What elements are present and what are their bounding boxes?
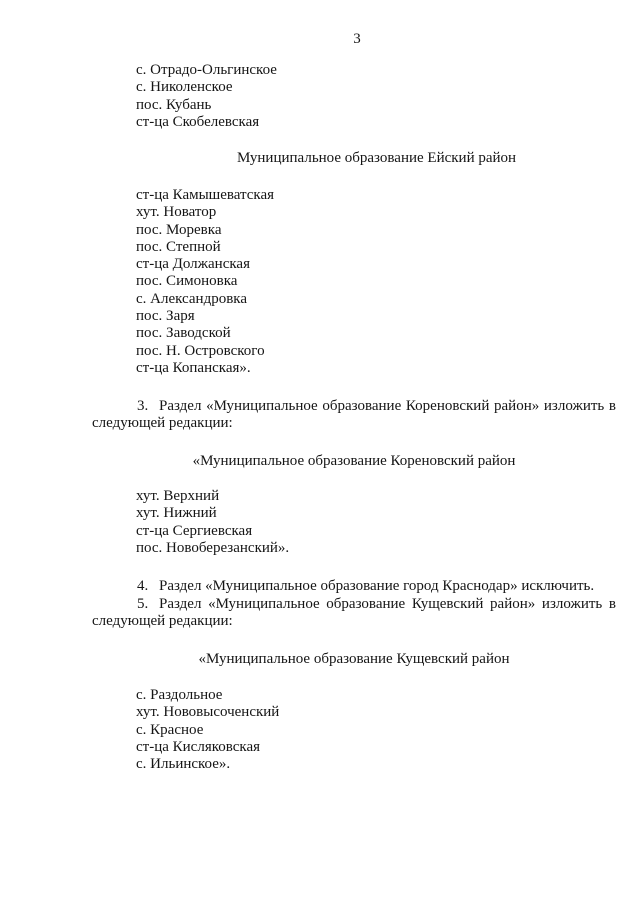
list-item: хут. Нижний	[136, 505, 217, 522]
list-item: с. Ильинское».	[136, 756, 231, 773]
settlement-list-kushchevsky	[136, 687, 279, 773]
list-item: ст-ца Копанская».	[136, 359, 251, 376]
paragraph-5-line-1	[137, 596, 616, 613]
list-item: с. Александровка	[136, 290, 248, 307]
page-number: 3	[353, 31, 361, 47]
paragraph-5-line-2: следующей редакции:	[92, 613, 233, 629]
list-item: ст-ца Кисляковская	[136, 738, 261, 755]
list-item: ст-ца Сергиевская	[136, 522, 253, 539]
paragraph-text: Раздел «Муниципальное образование город Краснодар» исключить.	[159, 578, 595, 594]
settlement-list-yeysk	[136, 187, 274, 377]
list-item: пос. Симоновка	[136, 273, 238, 290]
paragraph-3-line-2: следующей редакции:	[92, 415, 233, 431]
list-item: хут. Верхний	[136, 488, 220, 504]
list-item: с. Николенское	[136, 79, 233, 96]
section-heading-kushchevsky: «Муниципальное образование Кущевский район	[198, 651, 510, 667]
section-heading-korenovsky: «Муниципальное образование Кореновский район	[192, 453, 516, 469]
list-item: хут. Нововысоченский	[136, 704, 280, 721]
paragraph-number: 5.	[137, 596, 149, 612]
settlement-list-korenovsky	[136, 488, 289, 557]
list-item: пос. Новоберезанский».	[136, 539, 290, 556]
section-heading-yeysk: Муниципальное образование Ейский район	[236, 150, 517, 166]
paragraph-4	[137, 578, 616, 595]
list-item: пос. Заводской	[136, 325, 231, 342]
list-item: пос. Н. Островского	[136, 342, 265, 359]
list-item: ст-ца Камышеватская	[136, 187, 275, 203]
paragraph-3-line-1	[137, 398, 616, 415]
list-item: хут. Новатор	[136, 204, 217, 221]
paragraph-number: 3.	[137, 398, 149, 414]
list-item: с. Красное	[136, 721, 204, 738]
list-item: пос. Степной	[136, 238, 221, 255]
list-item: пос. Моревка	[136, 221, 222, 238]
list-item: ст-ца Скобелевская	[136, 113, 260, 130]
list-item: с. Раздольное	[136, 687, 223, 703]
list-item: с. Отрадо-Ольгинское	[136, 62, 277, 78]
paragraph-number: 4.	[137, 578, 149, 594]
list-item: ст-ца Должанская	[136, 256, 250, 273]
settlement-list-continued	[136, 62, 277, 131]
paragraph-text: Раздел «Муниципальное образование Кущевский район» изложить в	[159, 596, 616, 612]
paragraph-text: Раздел «Муниципальное образование Кореновский район» изложить в	[159, 398, 616, 414]
list-item: пос. Кубань	[136, 96, 212, 113]
list-item: пос. Заря	[136, 308, 195, 325]
